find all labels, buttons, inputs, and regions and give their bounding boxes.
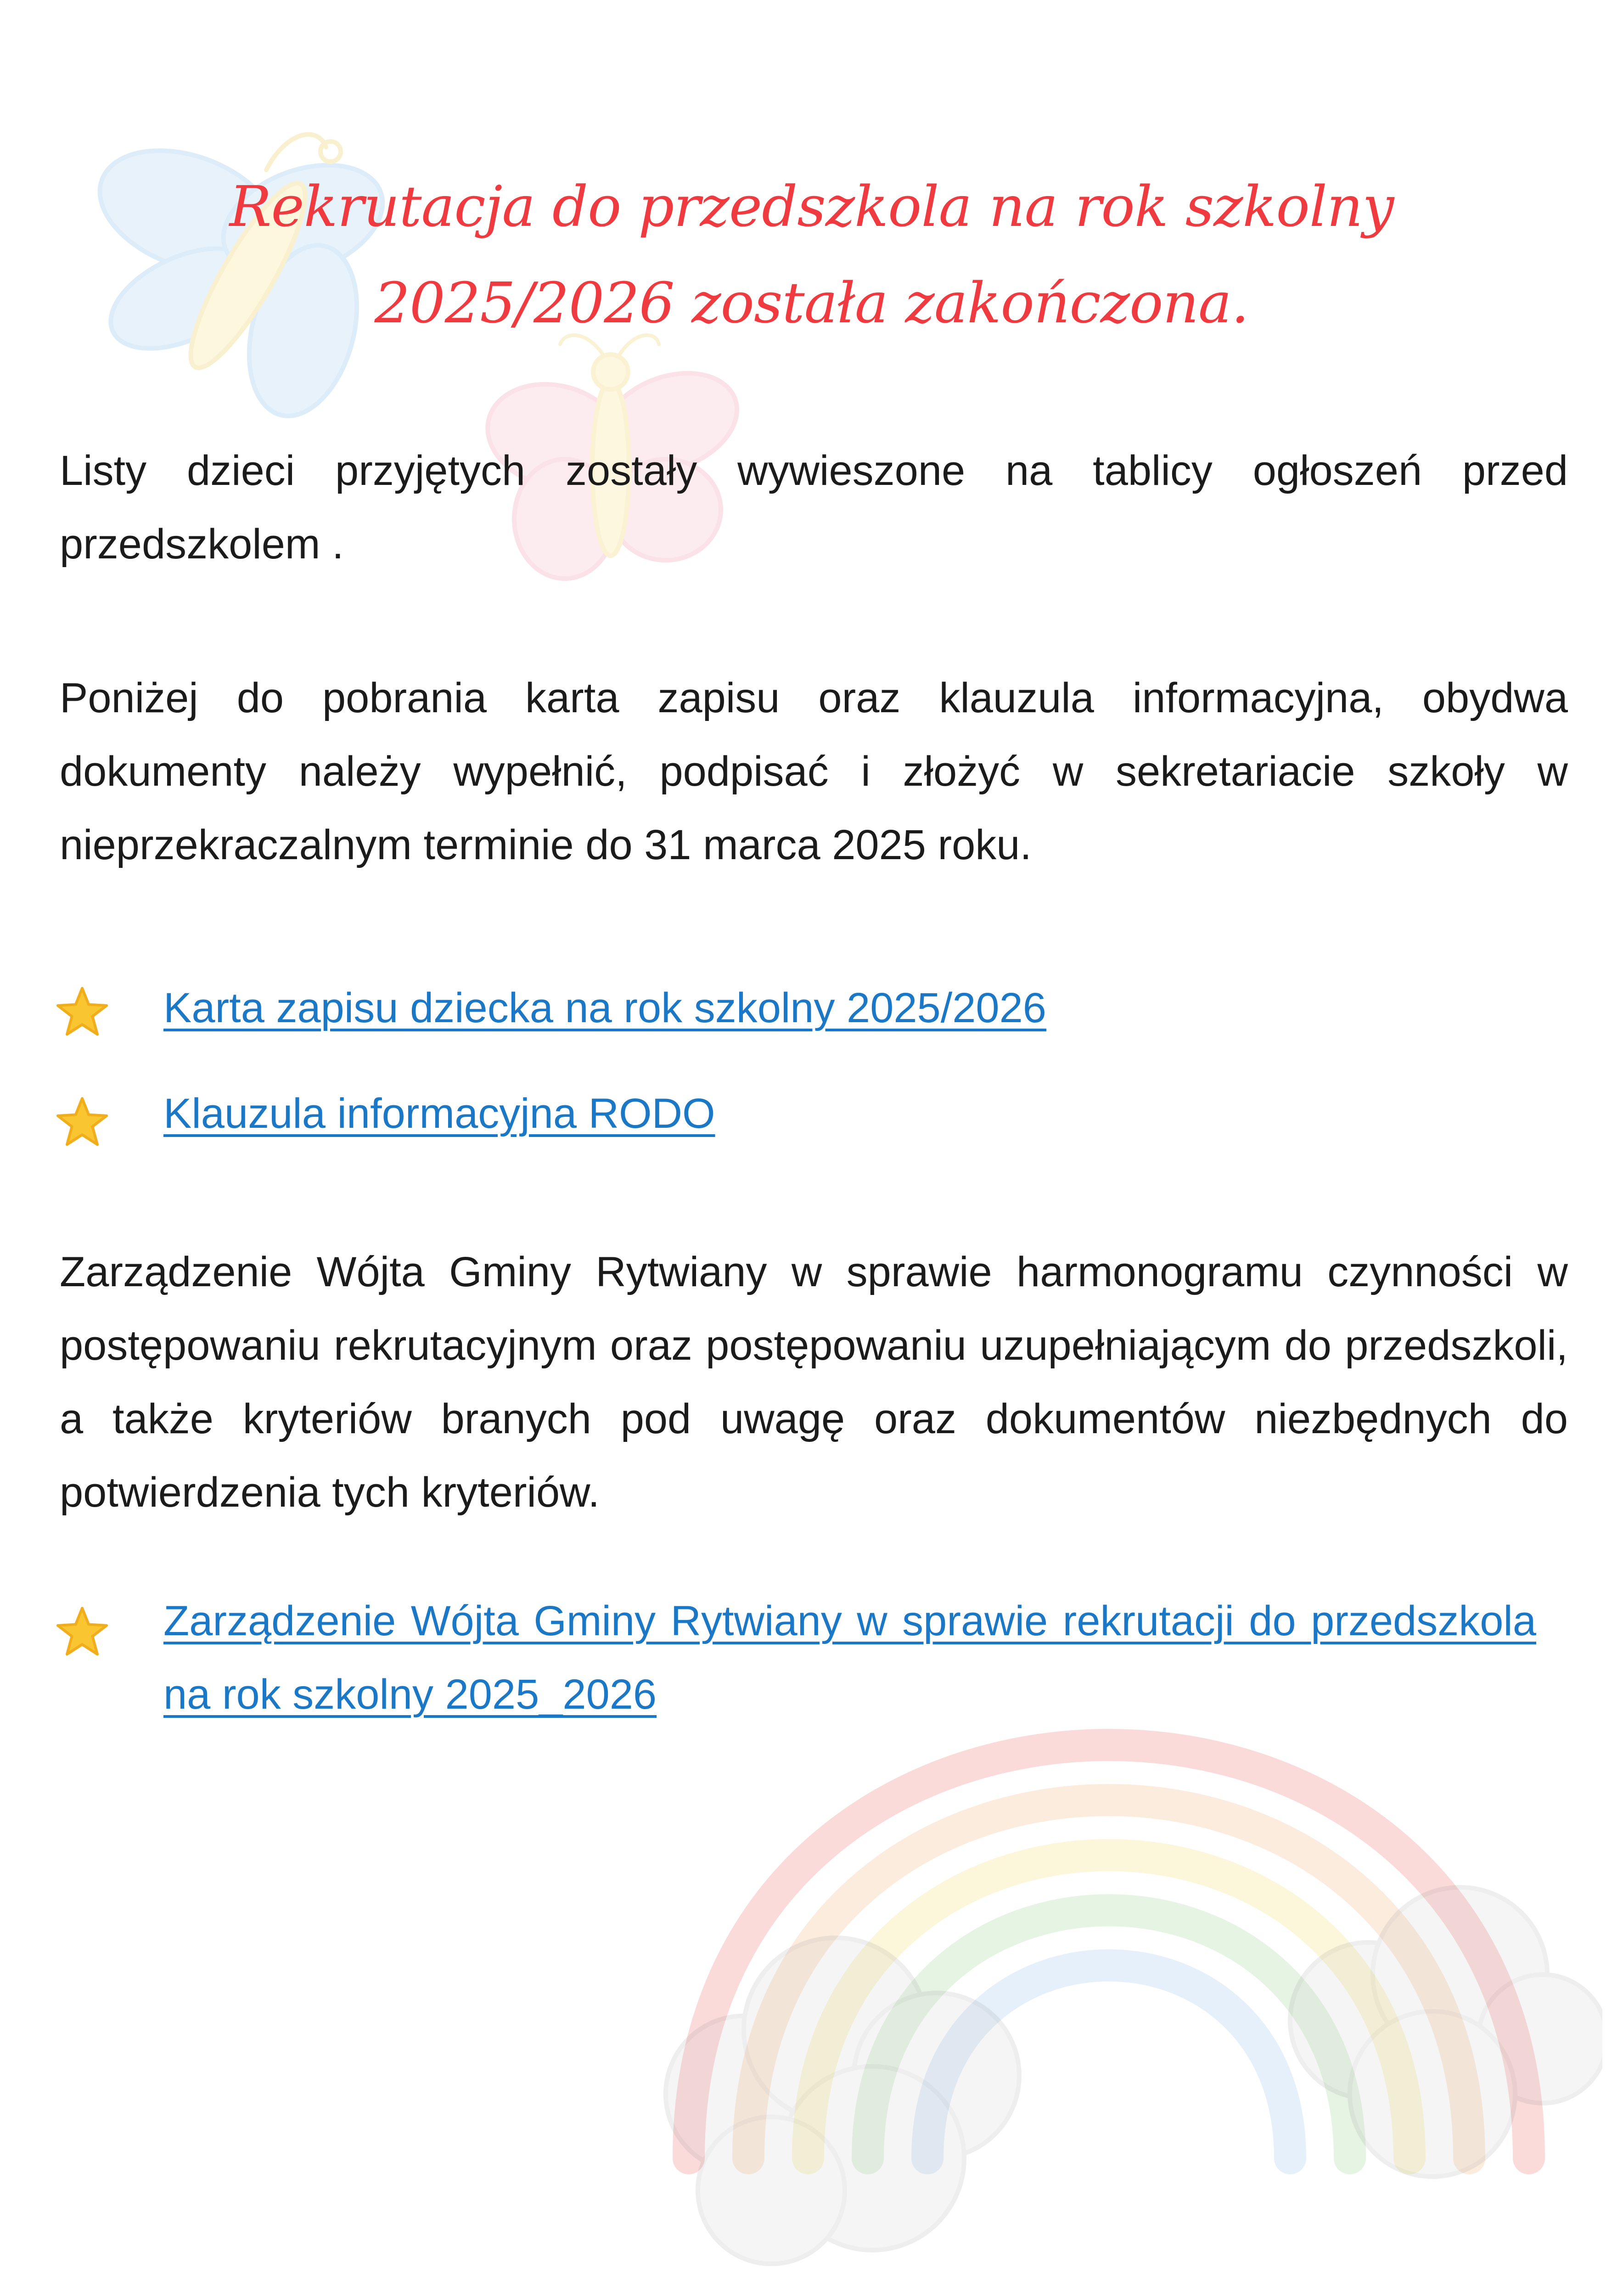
lists-paragraph: Listy dzieci przyjętych zostały wywieszone na tablicy ogłoszeń przed przedszkolem .: [60, 447, 1568, 568]
ordinance-info-paragraph: Zarządzenie Wójta Gminy Rytwiany w sprawie harmonogramu czynności w postępowaniu rekrutacyjnym oraz postępowaniu uzupełniającym do przedszkoli, a także kryteriów branych pod uwagę oraz dokumentów niezbędnych do potwierdzenia tych kryteriów.: [60, 1249, 1568, 1516]
star-icon: [55, 1095, 109, 1149]
star-icon: [55, 985, 109, 1039]
star-icon: [55, 1605, 109, 1659]
page-title: Rekrutacja do przedszkola na rok szkolny 2025/2026 została zakończona.: [229, 174, 1394, 336]
ordinance-link[interactable]: Zarządzenie Wójta Gminy Rytwiany w sprawie rekrutacji do przedszkola na rok szkolny 2025_2026: [163, 1598, 1536, 1718]
gdpr-clause-link[interactable]: Klauzula informacyjna RODO: [163, 1090, 715, 1137]
registration-card-link[interactable]: Karta zapisu dziecka na rok szkolny 2025/2026: [163, 985, 1046, 1031]
download-info-paragraph: Poniżej do pobrania karta zapisu oraz klauzula informacyjna, obydwa dokumenty należy wypełnić, podpisać i złożyć w sekretariacie szkoły w nieprzekraczalnym terminie do 31 marca 2025 roku.: [60, 675, 1568, 868]
